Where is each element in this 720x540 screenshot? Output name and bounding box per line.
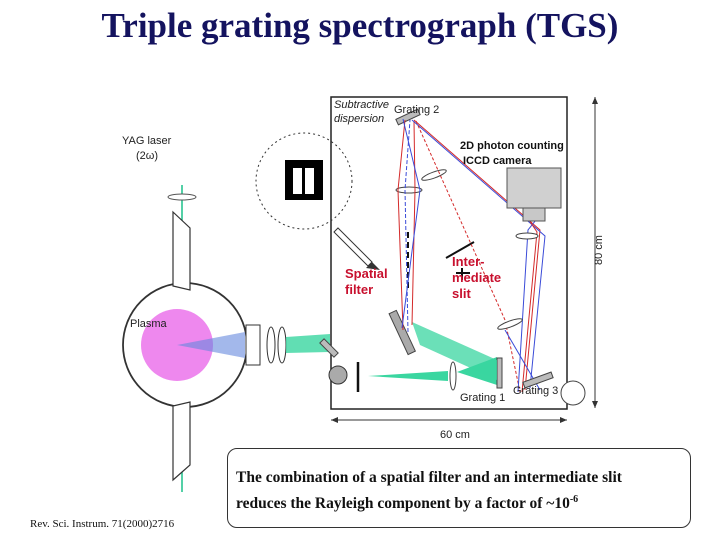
summary-line-1: The combination of a spatial filter and an intermediate slit <box>236 469 622 486</box>
intermediate-slit-label-1: Inter- <box>452 254 485 269</box>
summary-box <box>227 448 691 528</box>
spatial-filter-label-1: Spatial <box>345 266 388 281</box>
camera-label-1: 2D photon counting <box>460 140 564 152</box>
lower-port <box>173 402 190 480</box>
chamber-window <box>246 325 260 365</box>
intermediate-slit-label-2: mediate <box>452 270 502 285</box>
camera-label-2: ICCD camera <box>463 155 532 167</box>
yag-laser-label: YAG laser <box>122 135 172 147</box>
lens-g2 <box>396 187 422 193</box>
slide-title: Triple grating spectrograph (TGS) <box>101 6 619 45</box>
lens-camera <box>516 233 538 239</box>
intermediate-slit-label-3: slit <box>452 286 471 301</box>
iccd-camera <box>507 168 561 208</box>
plasma-label: Plasma <box>130 318 167 330</box>
inset-pointer <box>334 228 372 266</box>
lens-g2b <box>421 168 447 183</box>
yag-laser-freq: (2ω) <box>136 150 159 162</box>
grating-2-label: Grating 2 <box>394 104 440 116</box>
lens-g1 <box>450 362 456 390</box>
reference: Rev. Sci. Instrum. 71(2000)2716 <box>30 518 175 530</box>
inset-slit <box>285 160 323 200</box>
dim-height-label: 80 cm <box>593 235 605 265</box>
grating-3-mount <box>561 381 585 405</box>
grating-1-label: Grating 1 <box>460 392 506 404</box>
camera-lens-mount <box>523 208 545 221</box>
collection-lens-1 <box>267 327 275 363</box>
grating-3-label: Grating 3 <box>513 385 559 397</box>
subtractive-label-1: Subtractive <box>334 99 390 111</box>
grating-1 <box>497 358 502 388</box>
summary-line-2: reduces the Rayleigh component by a factor of ~10 <box>236 495 570 513</box>
spatial-filter-label-2: filter <box>345 282 374 297</box>
summary-exponent: -6 <box>569 494 579 505</box>
entrance-aperture <box>329 366 347 384</box>
dim-width-label: 60 cm <box>440 429 470 441</box>
beam-to-grating1 <box>368 371 448 381</box>
subtractive-label-2: dispersion <box>334 113 385 125</box>
collection-lens-2 <box>278 327 286 363</box>
lens-g3 <box>497 317 523 332</box>
laser-lens <box>168 194 196 200</box>
upper-port <box>173 212 190 290</box>
